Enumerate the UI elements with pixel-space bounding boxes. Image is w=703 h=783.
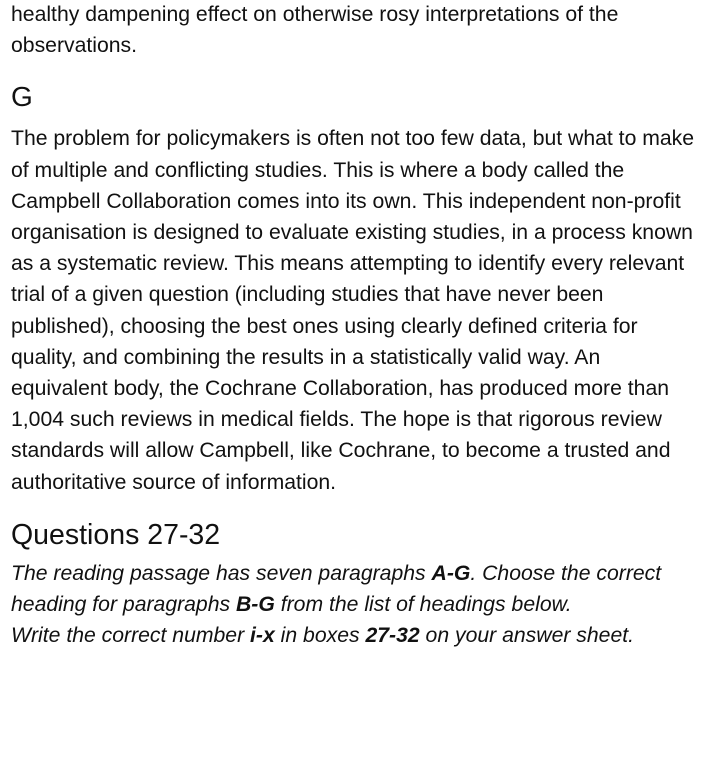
instruction-line-2 (11, 620, 697, 651)
paragraph-f-ending: healthy dampening effect on otherwise rosy interpretations of the observations. (11, 3, 619, 58)
questions-heading: Questions 27-32 (11, 518, 221, 551)
box-range: 27-32 (365, 623, 420, 647)
reading-passage (11, 0, 697, 651)
instruction-line-1 (11, 558, 697, 620)
paragraph-range: A-G (431, 561, 471, 585)
paragraph-g: The problem for policymakers is often not too few data, but what to make of multiple and conflicting studies. This is where a body called the Campbell Collaboration comes into its own. This independent non-profit organisation is designed to evaluate existing studies, in a process known as a systematic review. This means attempting to identify every relevant trial of a given question (including studies that have never been published), choosing the best ones using clearly defined criteria for quality, and combining the results in a statistically valid way. An equivalent body, the Cochrane Collaboration, has produced more than 1,004 such reviews in medical fields. The hope is that rigorous review standards will allow Campbell, like Cochrane, to become a trusted and authoritative source of information. (11, 127, 695, 494)
instruction-text: . Choose the correct heading for paragraphs (11, 561, 662, 616)
instruction-text: The reading passage has seven paragraphs (11, 561, 432, 585)
instruction-text: in boxes (274, 623, 366, 647)
paragraph-range: B-G (235, 592, 275, 616)
paragraph-label-g: G (11, 81, 33, 113)
numeral-range: i-x (250, 623, 275, 647)
instruction-text: on your answer sheet. (419, 623, 635, 647)
instruction-text: from the list of headings below. (274, 592, 572, 616)
instruction-text: Write the correct number (11, 623, 251, 647)
